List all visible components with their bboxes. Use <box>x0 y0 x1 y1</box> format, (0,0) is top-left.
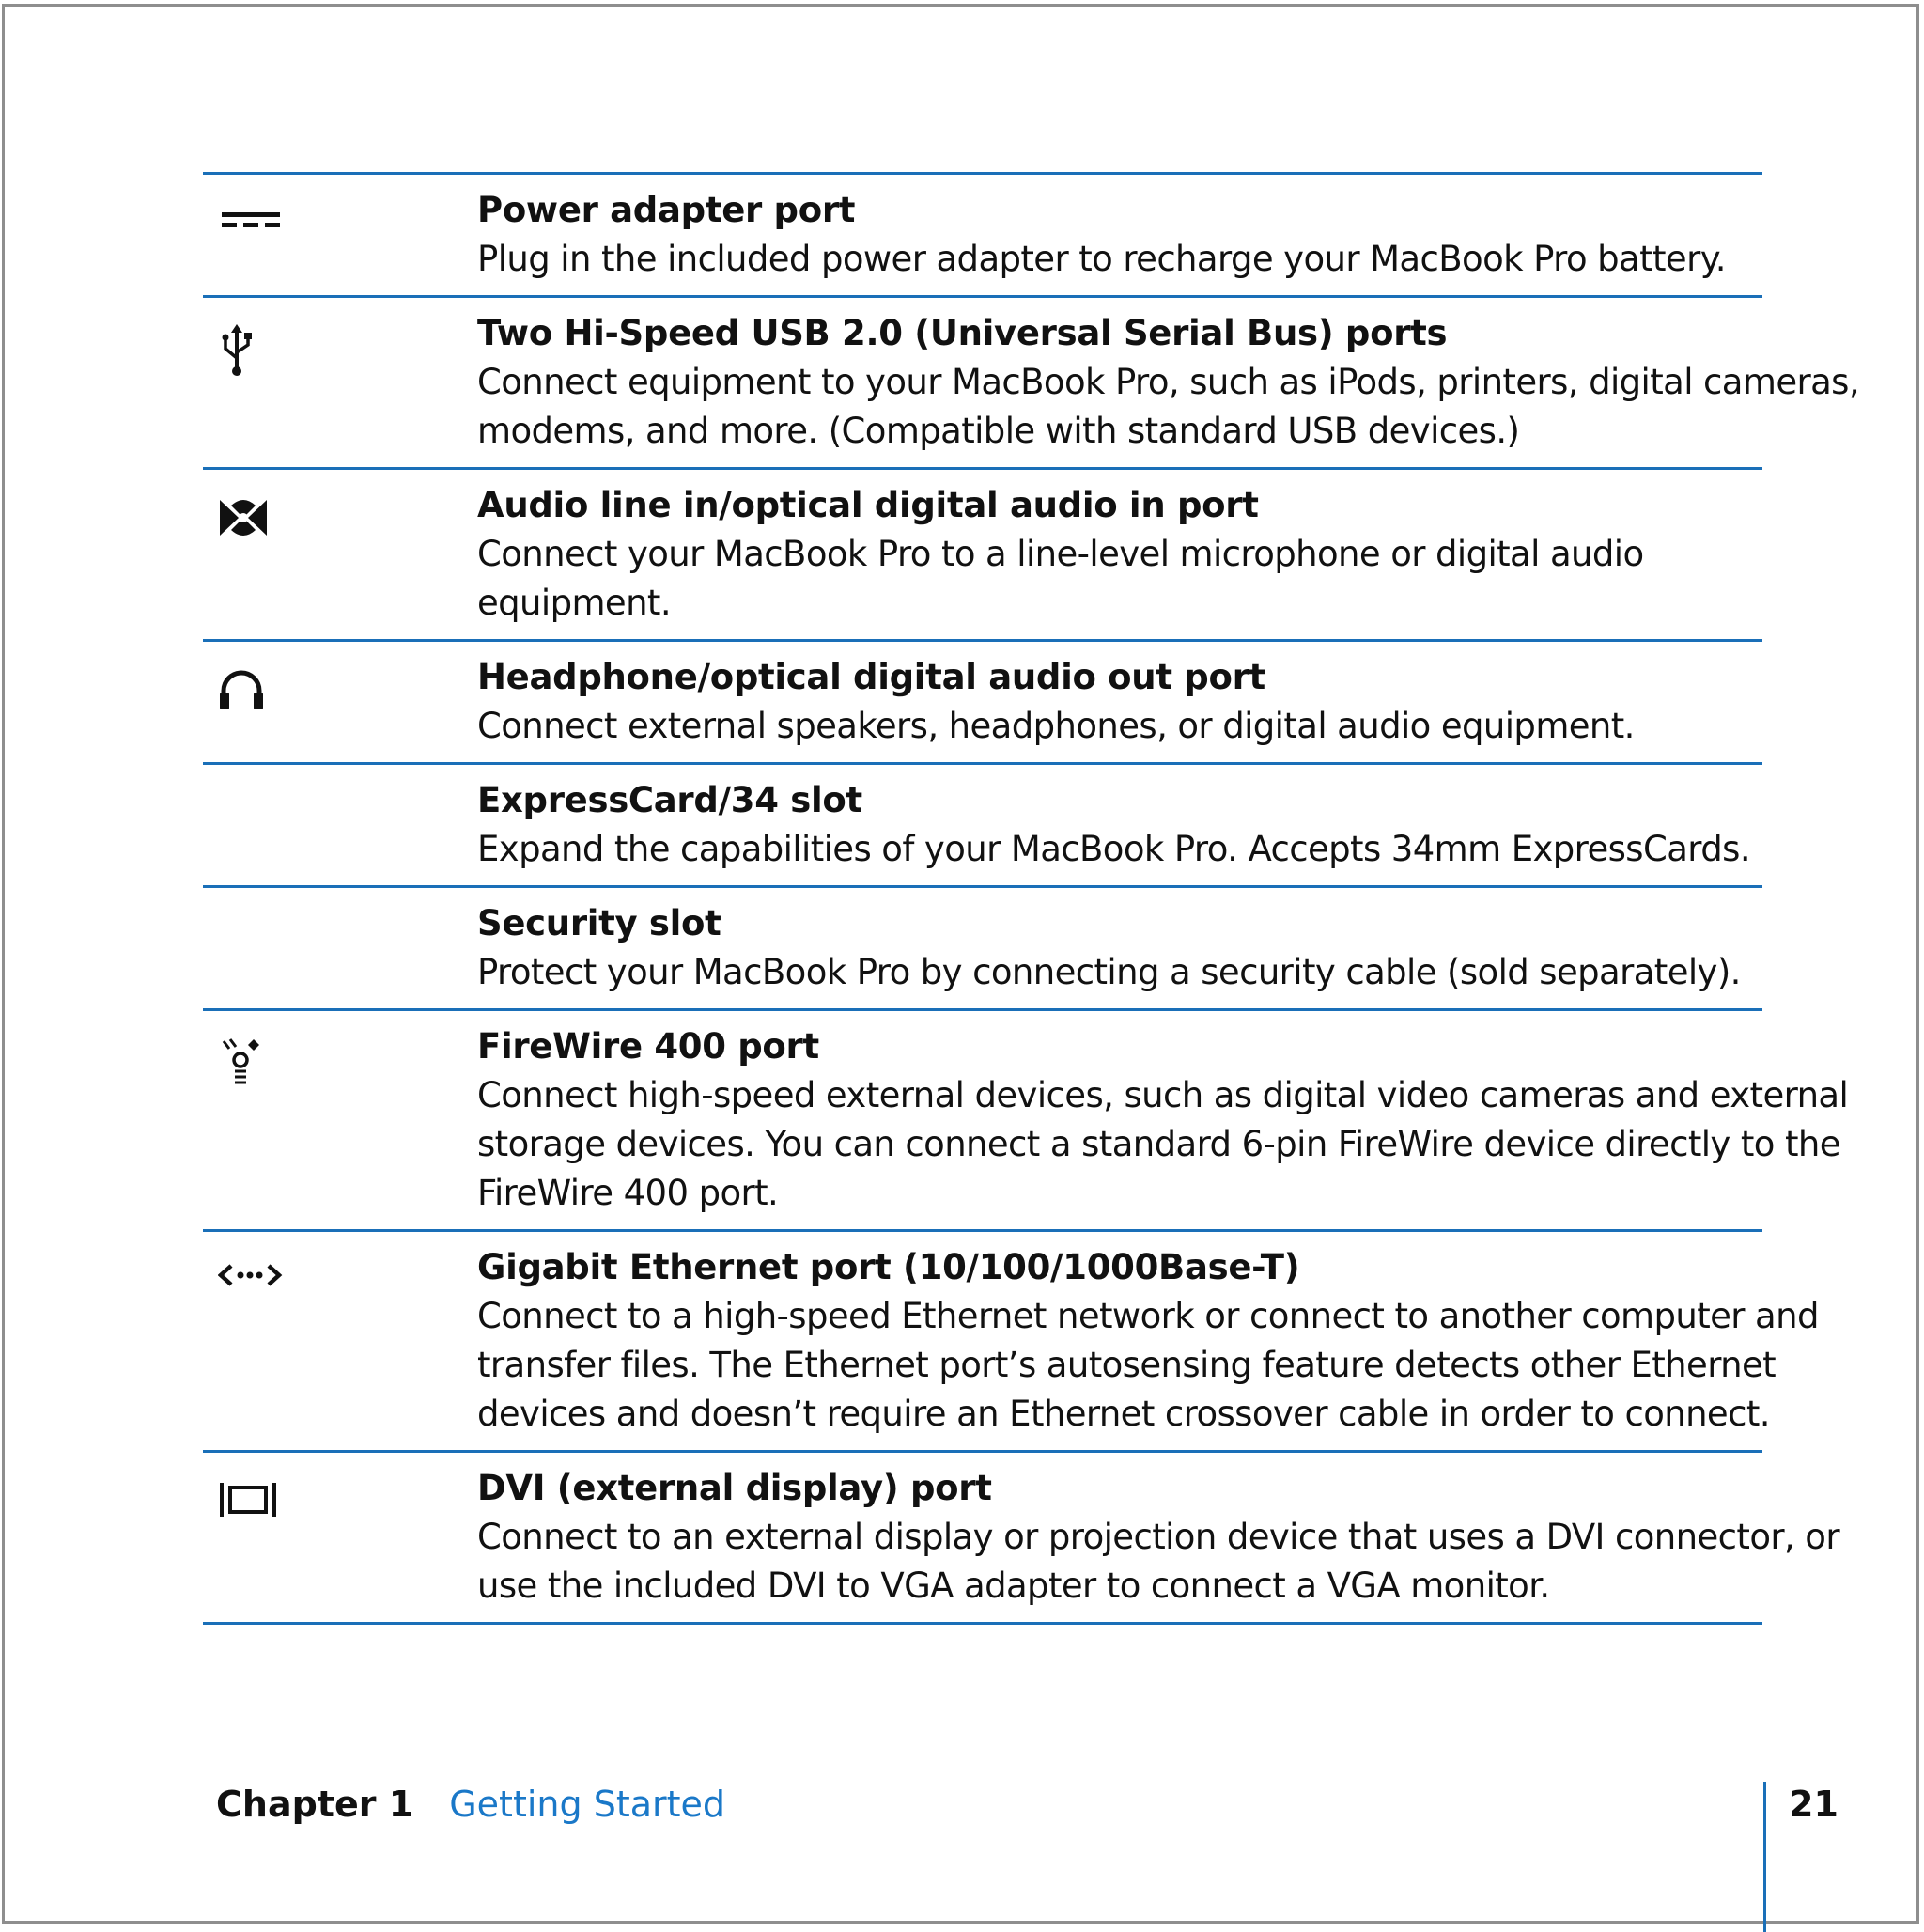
port-row-usb <box>203 298 1860 470</box>
port-description-line: transfer files. The Ethernet port’s autosensing feature detects other Ethernet <box>477 1345 1777 1385</box>
port-description-line: equipment. <box>477 583 671 623</box>
port-description-line: FireWire 400 port. <box>477 1173 779 1213</box>
port-text <box>477 1232 1819 1450</box>
port-description-line: Connect to a high-speed Ethernet network or connect to another computer and <box>477 1296 1819 1336</box>
port-title: DVI (external display) port <box>477 1468 992 1508</box>
port-row-ethernet <box>203 1232 1819 1453</box>
port-title: ExpressCard/34 slot <box>477 780 862 820</box>
port-description-line: Connect your MacBook Pro to a line-level microphone or digital audio <box>477 534 1644 574</box>
port-title: Power adapter port <box>477 190 856 230</box>
port-row-audio-in <box>203 470 1762 642</box>
ports-table <box>203 172 1860 1625</box>
port-title: Headphone/optical digital audio out port <box>477 657 1265 697</box>
port-text <box>477 1453 1839 1622</box>
power-adapter-icon <box>218 201 293 257</box>
port-description-line: Connect equipment to your MacBook Pro, such as iPods, printers, digital cameras, <box>477 362 1860 402</box>
port-title: FireWire 400 port <box>477 1026 819 1067</box>
port-row-firewire <box>203 1011 1849 1232</box>
port-description-line: Protect your MacBook Pro by connecting a security cable (sold separately). <box>477 952 1741 992</box>
chapter-label: Chapter 1 <box>216 1784 414 1825</box>
ethernet-icon <box>218 1258 293 1315</box>
port-description-line: use the included DVI to VGA adapter to connect a VGA monitor. <box>477 1566 1550 1606</box>
port-title: Two Hi-Speed USB 2.0 (Universal Serial Bus) ports <box>477 313 1448 353</box>
firewire-icon <box>218 1037 293 1094</box>
port-row-headphone <box>203 642 1762 765</box>
port-description-line: Plug in the included power adapter to recharge your MacBook Pro battery. <box>477 239 1726 279</box>
port-description-line: modems, and more. (Compatible with standard USB devices.) <box>477 411 1520 451</box>
port-text <box>477 888 1755 1008</box>
port-description-line: Expand the capabilities of your MacBook Pro. Accepts 34mm ExpressCards. <box>477 829 1750 869</box>
page-number-rule <box>1763 1782 1766 1932</box>
usb-icon <box>218 324 293 381</box>
port-text <box>477 642 1755 762</box>
dvi-icon <box>218 1479 293 1535</box>
audio-line-in-icon <box>218 496 293 553</box>
port-text <box>477 765 1755 885</box>
port-description-line: devices and doesn’t require an Ethernet crossover cable in order to connect. <box>477 1394 1770 1434</box>
port-text <box>477 298 1860 467</box>
port-text <box>477 175 1755 295</box>
port-description-line: Connect to an external display or projection device that uses a DVI connector, or <box>477 1517 1839 1557</box>
port-row-dvi <box>203 1453 1839 1625</box>
port-description-line: Connect external speakers, headphones, or digital audio equipment. <box>477 706 1635 746</box>
port-title: Gigabit Ethernet port (10/100/1000Base-T) <box>477 1247 1300 1287</box>
chapter-title-link[interactable]: Getting Started <box>449 1784 726 1825</box>
port-description-line: storage devices. You can connect a standard 6-pin FireWire device directly to the <box>477 1124 1840 1164</box>
port-row-expresscard <box>203 765 1762 888</box>
port-row-security-slot <box>203 888 1762 1011</box>
port-row-power-adapter <box>203 175 1762 298</box>
port-text <box>477 470 1755 639</box>
headphone-icon <box>218 668 293 724</box>
port-title: Audio line in/optical digital audio in port <box>477 485 1259 525</box>
port-text <box>477 1011 1849 1229</box>
port-title: Security slot <box>477 903 722 943</box>
page-number: 21 <box>1789 1784 1839 1825</box>
port-description-line: Connect high-speed external devices, such as digital video cameras and external <box>477 1075 1849 1115</box>
page-footer <box>216 1780 725 1829</box>
